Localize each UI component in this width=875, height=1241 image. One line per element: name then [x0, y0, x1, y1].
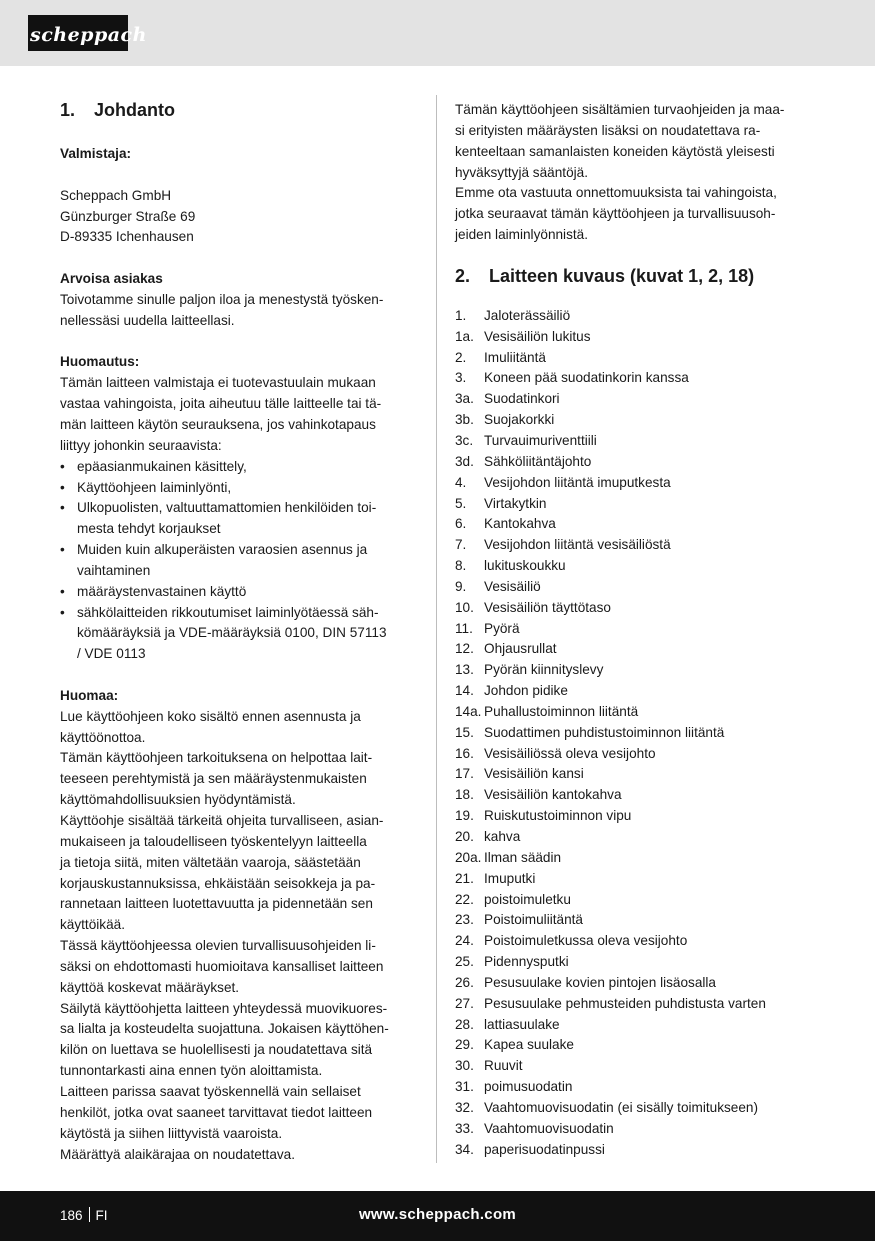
note-line: män laitteen käytön seurauksena, jos vahinkotapaus — [60, 416, 376, 432]
part-label: Vesijohdon liitäntä vesisäiliöstä — [484, 537, 671, 553]
part-number: 26. — [455, 974, 474, 990]
part-label: Ruuvit — [484, 1058, 523, 1074]
part-number: 14a. — [455, 703, 482, 719]
part-label: Poistoimuliitäntä — [484, 912, 583, 928]
part-item — [455, 348, 814, 369]
attention-line: sa lialta ja kosteudelta suojattuna. Jokaisen käyttöhen- — [60, 1021, 389, 1037]
part-label: Vesisäiliön lukitus — [484, 328, 591, 344]
scheppach-logo: scheppach — [28, 15, 128, 51]
bullet-text: Ulkopuolisten, valtuuttamattomien henkilöiden toi- — [77, 500, 377, 516]
part-number: 21. — [455, 870, 474, 886]
part-label: Suojakorkki — [484, 412, 555, 428]
part-item — [455, 848, 814, 869]
part-item — [455, 452, 814, 473]
part-item — [455, 431, 814, 452]
attention-line: käyttömahdollisuuksien hyödyntämistä. — [60, 792, 296, 808]
address-line: Günzburger Straße 69 — [60, 208, 196, 224]
bullet-marker: • — [60, 583, 65, 599]
left-column — [60, 97, 419, 1165]
part-number: 1. — [455, 307, 467, 323]
part-item — [455, 806, 814, 827]
part-number: 33. — [455, 1120, 474, 1136]
section-heading-introduction — [60, 97, 419, 123]
part-number: 8. — [455, 558, 467, 574]
part-label: Vesisäiliön täyttötaso — [484, 599, 611, 615]
attention-line: mukaiseen ja taloudelliseen työskentelyyn laitteella — [60, 833, 367, 849]
section-heading-device-description — [455, 263, 814, 289]
attention-line: Lue käyttöohjeen koko sisältö ennen asennusta ja — [60, 708, 361, 724]
part-number: 25. — [455, 954, 474, 970]
parts-list — [455, 306, 814, 1161]
part-number: 6. — [455, 516, 467, 532]
part-item — [455, 973, 814, 994]
part-label: Pesusuulake pehmusteiden puhdistusta varten — [484, 995, 766, 1011]
address-block — [60, 186, 419, 249]
part-label: Pidennysputki — [484, 954, 569, 970]
bullet-item — [60, 498, 419, 519]
intro-line: jeiden laiminlyönnistä. — [455, 227, 588, 243]
part-item — [455, 994, 814, 1015]
part-item — [455, 473, 814, 494]
part-label: Kantokahva — [484, 516, 556, 532]
part-item — [455, 681, 814, 702]
part-number: 23. — [455, 912, 474, 928]
intro-line: Tämän käyttöohjeen sisältämien turvaohjeiden ja maa- — [455, 102, 785, 117]
part-label: Pyörä — [484, 620, 520, 636]
part-label: Puhallustoiminnon liitäntä — [484, 703, 639, 719]
part-item — [455, 744, 814, 765]
bullet-item — [60, 478, 419, 499]
bullet-marker: • — [60, 500, 65, 516]
part-number: 3c. — [455, 432, 474, 448]
part-number: 10. — [455, 599, 474, 615]
note-line: vastaa vahingoista, joita aiheutuu tälle laitteelle tai tä- — [60, 396, 382, 412]
part-number: 31. — [455, 1079, 474, 1095]
liability-exclusion-list — [60, 457, 419, 665]
intro-line: jotka seuraavat tämän käyttöohjeen ja turvallisuusoh- — [455, 206, 776, 222]
part-item — [455, 1140, 814, 1161]
part-item — [455, 368, 814, 389]
attention-line: käyttöönottoa. — [60, 729, 146, 745]
bullet-text: vaihtaminen — [77, 562, 151, 578]
part-number: 5. — [455, 495, 467, 511]
bullet-text: / VDE 0113 — [77, 646, 146, 662]
intro-line: si erityisten määräysten lisäksi on noudatettava ra- — [455, 122, 761, 138]
bullet-item — [60, 540, 419, 561]
part-label: Koneen pää suodatinkorin kanssa — [484, 370, 689, 386]
section-number: 1. — [60, 100, 76, 120]
attention-line: käyttöikää. — [60, 917, 125, 933]
part-label: lattiasuulake — [484, 1016, 560, 1032]
part-label: Suodatinkori — [484, 391, 560, 407]
attention-line: teeseen perehtymistä ja sen määräystenmukaisten — [60, 771, 367, 787]
part-item — [455, 869, 814, 890]
attention-line: käytöstä ja siihen liittyvistä vaaroista. — [60, 1125, 283, 1141]
column-divider — [436, 95, 437, 1163]
attention-line: käyttöä koskevat määräykset. — [60, 979, 240, 995]
bullet-item — [60, 603, 419, 624]
bullet-text: kömääräyksiä ja VDE-määräyksiä 0100, DIN 57113 — [77, 625, 387, 641]
part-item — [455, 410, 814, 431]
part-label: Vesisäiliön kantokahva — [484, 787, 622, 803]
part-number: 16. — [455, 745, 474, 761]
part-label: poistoimuletku — [484, 891, 571, 907]
footer-bar — [0, 1191, 875, 1241]
part-number: 22. — [455, 891, 474, 907]
right-column — [455, 100, 814, 1161]
part-item — [455, 1077, 814, 1098]
manufacturer-label: Valmistaja: — [60, 146, 132, 161]
part-label: Imuputki — [484, 870, 536, 886]
dear-text-line: nellessäsi uudella laitteellasi. — [60, 312, 235, 328]
note-line: liittyy johonkin seuraavista: — [60, 437, 222, 453]
bullet-item — [60, 457, 419, 478]
bullet-marker: • — [60, 458, 65, 474]
part-number: 17. — [455, 766, 474, 782]
note-paragraph — [60, 373, 419, 456]
part-label: Kapea suulake — [484, 1037, 574, 1053]
attention-line: ja tietoja siitä, miten vältetään vaaroja, säästetään — [60, 854, 361, 870]
part-label: poimusuodatin — [484, 1079, 573, 1095]
part-number: 11. — [455, 620, 473, 636]
part-number: 7. — [455, 537, 467, 553]
attention-label: Huomaa: — [60, 687, 119, 703]
bullet-item — [60, 623, 419, 644]
part-item — [455, 327, 814, 348]
bullet-text: mesta tehdyt korjaukset — [77, 521, 221, 537]
part-number: 3a. — [455, 391, 474, 407]
part-label: Vesisäiliön kansi — [484, 766, 584, 782]
attention-line: Tämän käyttöohjeen tarkoituksena on helpottaa lait- — [60, 750, 373, 766]
part-item — [455, 598, 814, 619]
address-line: Scheppach GmbH — [60, 187, 172, 203]
part-label: Vesijohdon liitäntä imuputkesta — [484, 474, 671, 490]
part-number: 3. — [455, 370, 467, 386]
part-number: 3b. — [455, 412, 474, 428]
part-item — [455, 619, 814, 640]
part-item — [455, 702, 814, 723]
part-label: Sähköliitäntäjohto — [484, 453, 592, 469]
bullet-text: epäasianmukainen käsittely, — [77, 458, 247, 474]
attention-line: rannetaan laitteen luotettavuutta ja pidennetään sen — [60, 896, 373, 912]
address-line: D-89335 Ichenhausen — [60, 229, 194, 245]
part-number: 3d. — [455, 453, 474, 469]
attention-paragraph — [60, 707, 419, 1166]
part-label: lukituskoukku — [484, 558, 566, 574]
attention-line: Tässä käyttöohjeessa olevien turvallisuusohjeiden li- — [60, 938, 376, 954]
note-line: Tämän laitteen valmistaja ei tuotevastuulain mukaan — [60, 375, 376, 391]
part-label: Ruiskutustoiminnon vipu — [484, 808, 632, 824]
bullet-item — [60, 582, 419, 603]
part-item — [455, 764, 814, 785]
attention-line: henkilöt, jotka ovat saaneet tarvittavat tiedot laitteen — [60, 1104, 373, 1120]
part-item — [455, 952, 814, 973]
part-item — [455, 577, 814, 598]
part-item — [455, 556, 814, 577]
part-number: 18. — [455, 787, 474, 803]
safety-intro-paragraph — [455, 100, 814, 246]
intro-line: Emme ota vastuuta onnettomuuksista tai vahingoista, — [455, 185, 777, 201]
part-item — [455, 1035, 814, 1056]
intro-line: kenteeltaan samanlaisten koneiden käytöstä yleisesti — [455, 143, 775, 159]
part-label: Pyörän kiinnityslevy — [484, 662, 604, 678]
attention-line: tunnontarkasti aina ennen työn aloittamista. — [60, 1063, 323, 1079]
bullet-item — [60, 519, 419, 540]
dear-customer-label: Arvoisa asiakas — [60, 271, 163, 287]
attention-line: Käyttöohje sisältää tärkeitä ohjeita turvalliseen, asian- — [60, 813, 384, 828]
part-label: Vaahtomuovisuodatin — [484, 1120, 614, 1136]
part-number: 13. — [455, 662, 474, 678]
part-item — [455, 931, 814, 952]
part-label: Pesusuulake kovien pintojen lisäosalla — [484, 974, 716, 990]
section-title: Laitteen kuvaus (kuvat 1, 2, 18) — [489, 265, 755, 286]
part-number: 2. — [455, 349, 467, 365]
part-label: Vesisäiliössä oleva vesijohto — [484, 745, 656, 761]
part-label: kahva — [484, 829, 521, 844]
header-bar — [0, 0, 875, 66]
part-item — [455, 1098, 814, 1119]
language-code: FI — [95, 1208, 108, 1223]
part-label: Imuliitäntä — [484, 349, 546, 365]
part-label: Ohjausrullat — [484, 641, 557, 657]
part-label: Ilman säädin — [484, 849, 562, 865]
part-item — [455, 910, 814, 931]
part-number: 30. — [455, 1058, 474, 1074]
part-number: 24. — [455, 933, 474, 949]
part-item — [455, 1015, 814, 1036]
part-number: 32. — [455, 1099, 474, 1115]
part-item — [455, 494, 814, 515]
part-number: 28. — [455, 1016, 474, 1032]
part-label: Virtakytkin — [484, 495, 547, 511]
part-item — [455, 660, 814, 681]
attention-line: säksi on ehdottomasti huomioitava kansalliset laitteen — [60, 958, 384, 974]
bullet-marker: • — [60, 604, 65, 620]
part-item — [455, 535, 814, 556]
part-item — [455, 723, 814, 744]
part-label: Poistoimuletkussa oleva vesijohto — [484, 933, 688, 949]
attention-line: Määrättyä alaikärajaa on noudatettava. — [60, 1146, 296, 1162]
part-number: 27. — [455, 995, 474, 1011]
part-item — [455, 1056, 814, 1077]
part-number: 14. — [455, 683, 474, 699]
part-item — [455, 827, 814, 848]
bullet-item — [60, 561, 419, 582]
part-label: Vaahtomuovisuodatin (ei sisälly toimitukseen) — [484, 1099, 759, 1115]
bullet-text: sähkölaitteiden rikkoutumiset laiminlyötäessä säh- — [77, 604, 379, 620]
dear-text-line: Toivotamme sinulle paljon iloa ja menestystä työsken- — [60, 291, 384, 307]
bullet-text: Muiden kuin alkuperäisten varaosien asennus ja — [77, 542, 368, 558]
part-number: 4. — [455, 474, 467, 490]
part-item — [455, 306, 814, 327]
attention-line: korjauskustannuksissa, ehkäistään seisokkeja ja pa- — [60, 875, 376, 891]
section-number: 2. — [455, 265, 471, 286]
bullet-item — [60, 644, 419, 665]
part-number: 15. — [455, 724, 474, 740]
part-number: 1a. — [455, 328, 474, 344]
bullet-text: määräystenvastainen käyttö — [77, 583, 247, 599]
bullet-marker: • — [60, 479, 65, 495]
attention-line: Laitteen parissa saavat työskennellä vain sellaiset — [60, 1083, 361, 1099]
part-label: Johdon pidike — [484, 683, 568, 699]
attention-line: Säilytä käyttöohjetta laitteen yhteydessä muovikuores- — [60, 1000, 388, 1016]
part-item — [455, 1119, 814, 1140]
part-label: Jaloterässäiliö — [484, 307, 571, 323]
part-label: paperisuodatinpussi — [484, 1141, 605, 1157]
part-number: 19. — [455, 808, 474, 824]
note-label: Huomautus: — [60, 354, 140, 370]
part-number: 20. — [455, 829, 474, 844]
bullet-text: Käyttöohjeen laiminlyönti, — [77, 479, 232, 495]
website-link[interactable]: www.scheppach.com — [358, 1206, 517, 1223]
part-label: Suodattimen puhdistustoiminnon liitäntä — [484, 724, 725, 740]
section-title: Johdanto — [94, 100, 175, 120]
part-item — [455, 785, 814, 806]
part-number: 20a. — [455, 849, 482, 865]
page-number-value: 186 — [60, 1208, 83, 1223]
part-number: 29. — [455, 1037, 474, 1053]
part-label: Vesisäiliö — [484, 578, 541, 594]
part-item — [455, 389, 814, 410]
intro-line: hyväksyttyjä sääntöjä. — [455, 164, 588, 180]
part-item — [455, 890, 814, 911]
part-number: 12. — [455, 641, 474, 657]
attention-line: kilön on luettava se huolellisesti ja noudatettava sitä — [60, 1042, 373, 1058]
part-number: 9. — [455, 578, 467, 594]
bullet-marker: • — [60, 542, 65, 558]
part-label: Turvauimuriventtiili — [484, 432, 597, 448]
part-number: 34. — [455, 1141, 474, 1157]
part-item — [455, 639, 814, 660]
part-item — [455, 514, 814, 535]
